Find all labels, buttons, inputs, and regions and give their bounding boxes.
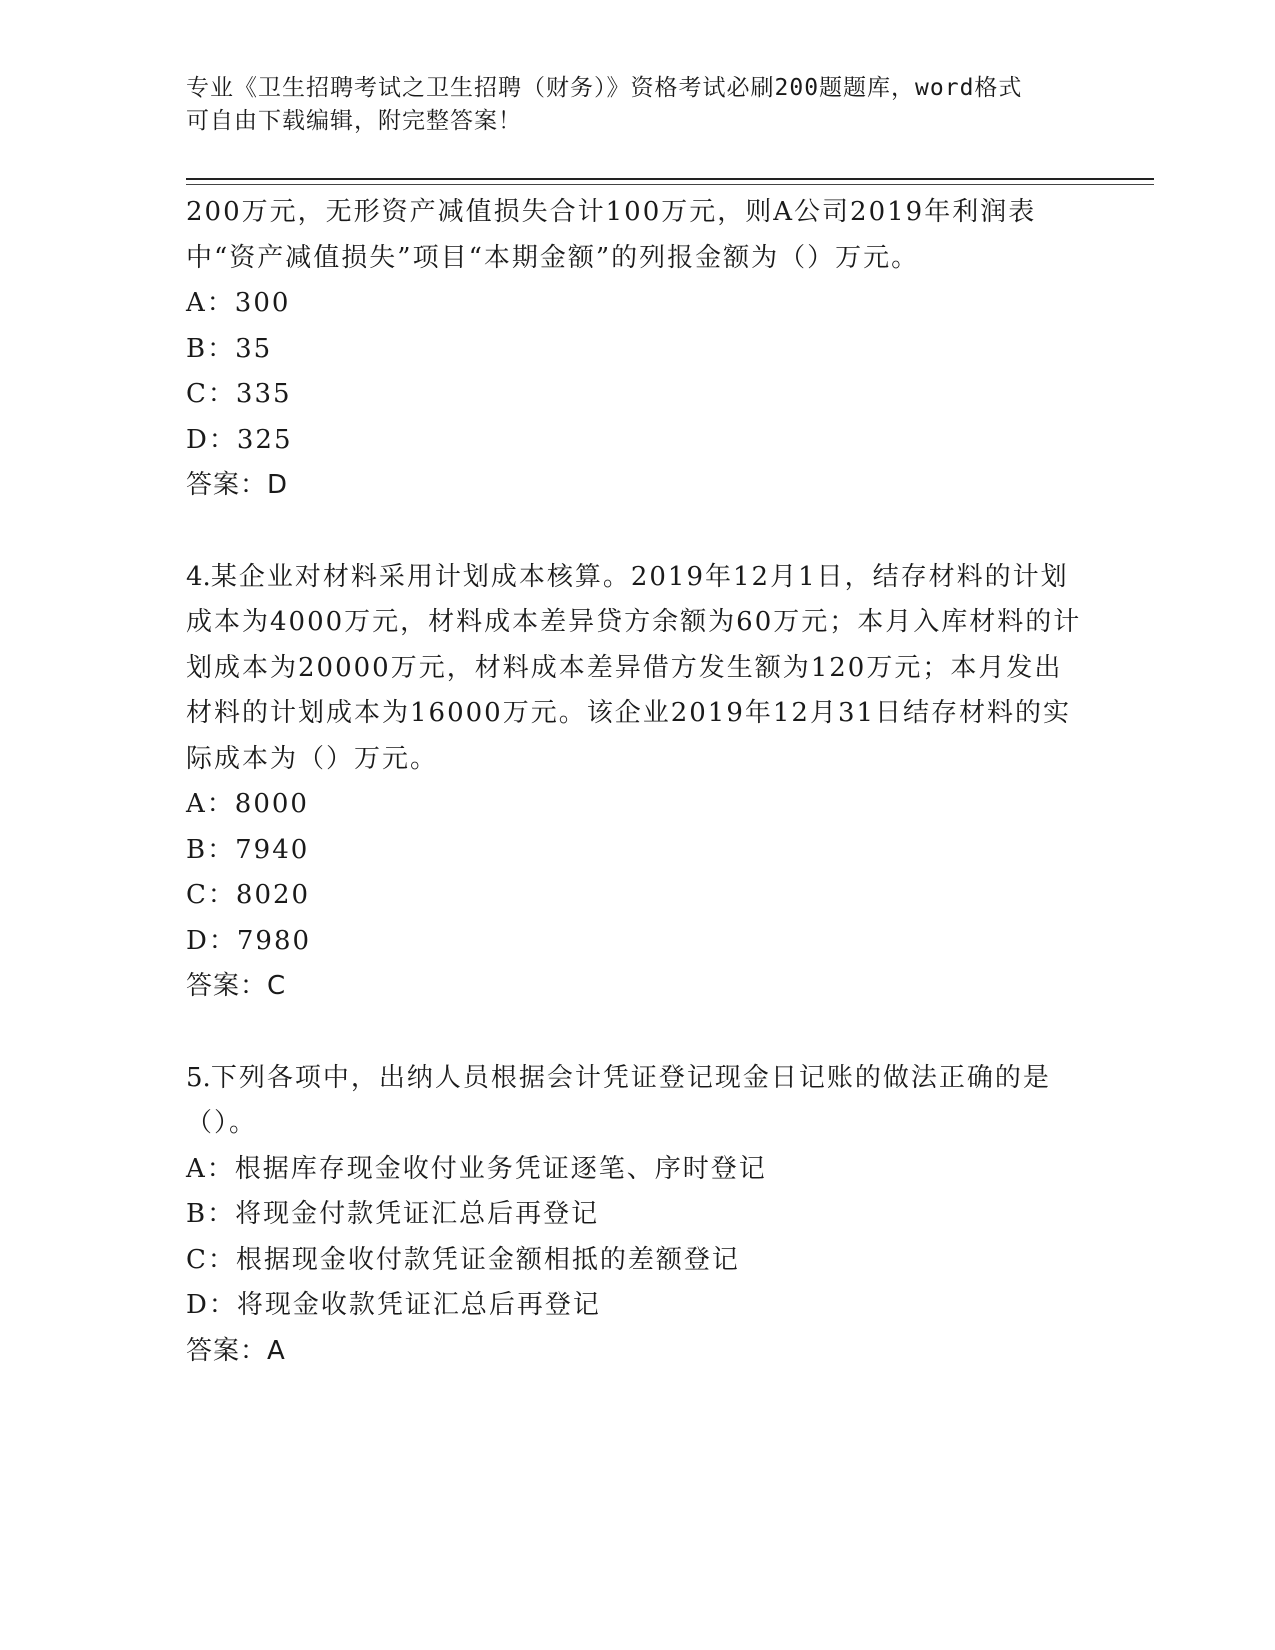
question-text: 某企业对材料采用计划成本核算。2019年12月1日，结存材料的计划成本为4000万元，材料成本差异贷方余额为60万元；本月入库材料的计划成本为20000万元，材料成本差异借方发生额为120万元；本月发出材料的计划成本为16000万元。该企业2019年12月31日结存材料的实际成本为（）万元。 — [186, 561, 1082, 774]
question-spacer — [186, 1010, 1086, 1056]
option-text: 将现金付款凭证汇总后再登记 — [235, 1199, 600, 1229]
option-label: B： — [186, 333, 236, 364]
question-stem — [186, 190, 1086, 281]
option-text: 35 — [235, 333, 273, 364]
header-divider-thin — [186, 184, 1154, 185]
option-label: D： — [186, 925, 237, 956]
answer-line: 答案：A — [186, 1335, 286, 1366]
option-text: 7940 — [235, 834, 310, 865]
option-a — [186, 281, 1086, 327]
header-title-line-2: 可自由下载编辑，附完整答案！ — [186, 108, 522, 134]
answer-line: 答案：C — [186, 971, 287, 1001]
answer-line: 答案：D — [186, 470, 289, 500]
question-block — [186, 1056, 1086, 1375]
option-label: C： — [186, 880, 236, 910]
option-text: 7980 — [236, 925, 312, 956]
question-number: 4. — [186, 561, 211, 592]
question-number: 5. — [186, 1062, 211, 1093]
option-c — [186, 1238, 1086, 1284]
option-b — [186, 828, 1086, 874]
question-block — [186, 190, 1086, 509]
question-text: 200万元，无形资产减值损失合计100万元，则A公司2019年利润表中“资产减值损失”项目“本期金额”的列报金额为（）万元。 — [186, 197, 1037, 273]
option-label: B： — [186, 1199, 236, 1229]
option-text: 根据库存现金收付业务凭证逐笔、序时登记 — [234, 1153, 767, 1184]
option-c — [186, 372, 1086, 418]
option-text: 将现金收款凭证汇总后再登记 — [236, 1290, 601, 1320]
option-text: 8000 — [234, 789, 309, 819]
option-label: C： — [186, 379, 236, 409]
option-text: 根据现金收付款凭证金额相抵的差额登记 — [235, 1244, 740, 1275]
option-text: 325 — [236, 424, 293, 455]
option-label: C： — [186, 1244, 236, 1275]
option-text: 335 — [235, 379, 292, 409]
option-label: B： — [186, 834, 236, 865]
question-stem — [186, 555, 1086, 783]
option-text: 300 — [234, 288, 291, 318]
header-divider-thick — [186, 178, 1154, 180]
option-d — [186, 418, 1086, 464]
question-spacer — [186, 509, 1086, 555]
question-list — [186, 190, 1086, 1374]
option-b — [186, 327, 1086, 373]
option-a — [186, 782, 1086, 828]
document-header — [186, 72, 1086, 138]
option-text: 8020 — [235, 880, 311, 910]
option-label: A： — [186, 789, 235, 819]
option-d — [186, 919, 1086, 965]
option-d — [186, 1283, 1086, 1329]
option-label: A： — [186, 288, 235, 318]
question-stem — [186, 1056, 1086, 1147]
question-block — [186, 555, 1086, 1010]
option-a — [186, 1147, 1086, 1193]
header-title-line-1: 专业《卫生招聘考试之卫生招聘（财务）》资格考试必刷200题题库，word格式 — [186, 75, 1023, 101]
option-label: A： — [186, 1153, 235, 1184]
option-b — [186, 1192, 1086, 1238]
option-label: D： — [186, 1290, 237, 1320]
question-text: 下列各项中，出纳人员根据会计凭证登记现金日记账的做法正确的是（）。 — [186, 1062, 1051, 1138]
option-c — [186, 873, 1086, 919]
option-label: D： — [186, 424, 237, 455]
